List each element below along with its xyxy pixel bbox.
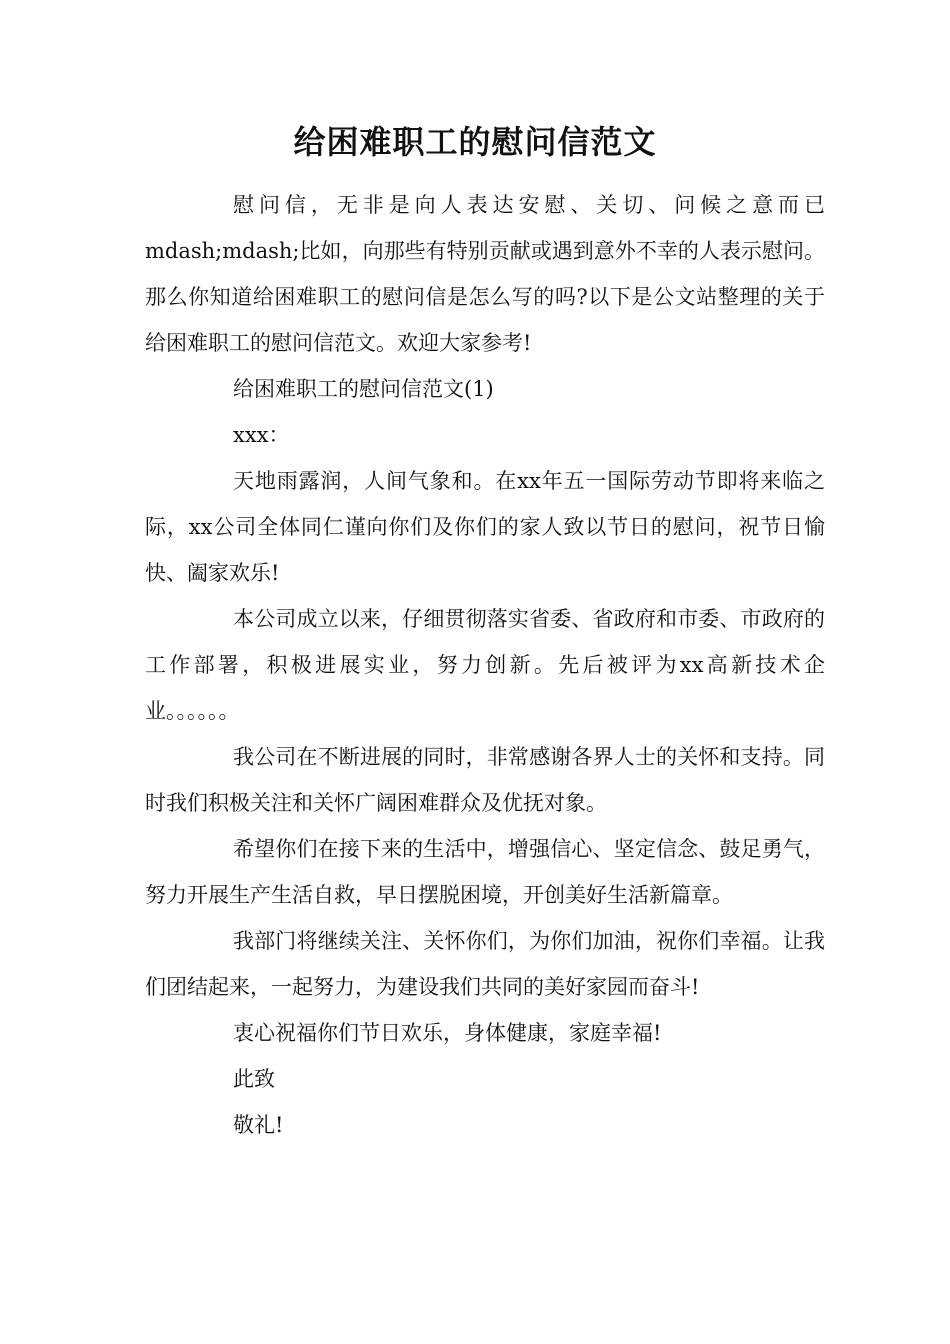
document-body bbox=[145, 182, 825, 1148]
closing-line: 敬礼! bbox=[233, 1113, 284, 1137]
letter-paragraph: 我部门将继续关注、关怀你们，为你们加油，祝你们幸福。让我们团结起来，一起努力，为建设我们共同的美好家园而奋斗! bbox=[145, 929, 825, 999]
intro-paragraph: 慰问信，无非是向人表达安慰、关切、问候之意而已mdash;mdash;比如，向那些有特别贡献或遇到意外不幸的人表示慰问。那么你知道给困难职工的慰问信是怎么写的吗?以下是公文站整理的关于给困难职工的慰问信范文。欢迎大家参考! bbox=[145, 193, 825, 355]
section-heading: 给困难职工的慰问信范文(1) bbox=[233, 377, 494, 401]
letter-paragraph: 本公司成立以来，仔细贯彻落实省委、省政府和市委、市政府的工作部署，积极进展实业，努力创新。先后被评为xx高新技术企业。。。。。。 bbox=[145, 607, 825, 723]
salutation: xxx： bbox=[233, 423, 290, 447]
letter-paragraph: 我公司在不断进展的同时，非常感谢各界人士的关怀和支持。同时我们积极关注和关怀广阔困难群众及优抚对象。 bbox=[145, 745, 825, 815]
document-title: 给困难职工的慰问信范文 bbox=[293, 123, 657, 161]
closing-line: 此致 bbox=[233, 1067, 275, 1091]
letter-paragraph: 衷心祝福你们节日欢乐，身体健康，家庭幸福! bbox=[233, 1021, 662, 1045]
letter-paragraph: 希望你们在接下来的生活中，增强信心、坚定信念、鼓足勇气，努力开展生产生活自救，早日摆脱困境，开创美好生活新篇章。 bbox=[145, 837, 825, 907]
letter-paragraph: 天地雨露润，人间气象和。在xx年五一国际劳动节即将来临之际，xx公司全体同仁谨向你们及你们的家人致以节日的慰问，祝节日愉快、阖家欢乐! bbox=[145, 469, 825, 585]
